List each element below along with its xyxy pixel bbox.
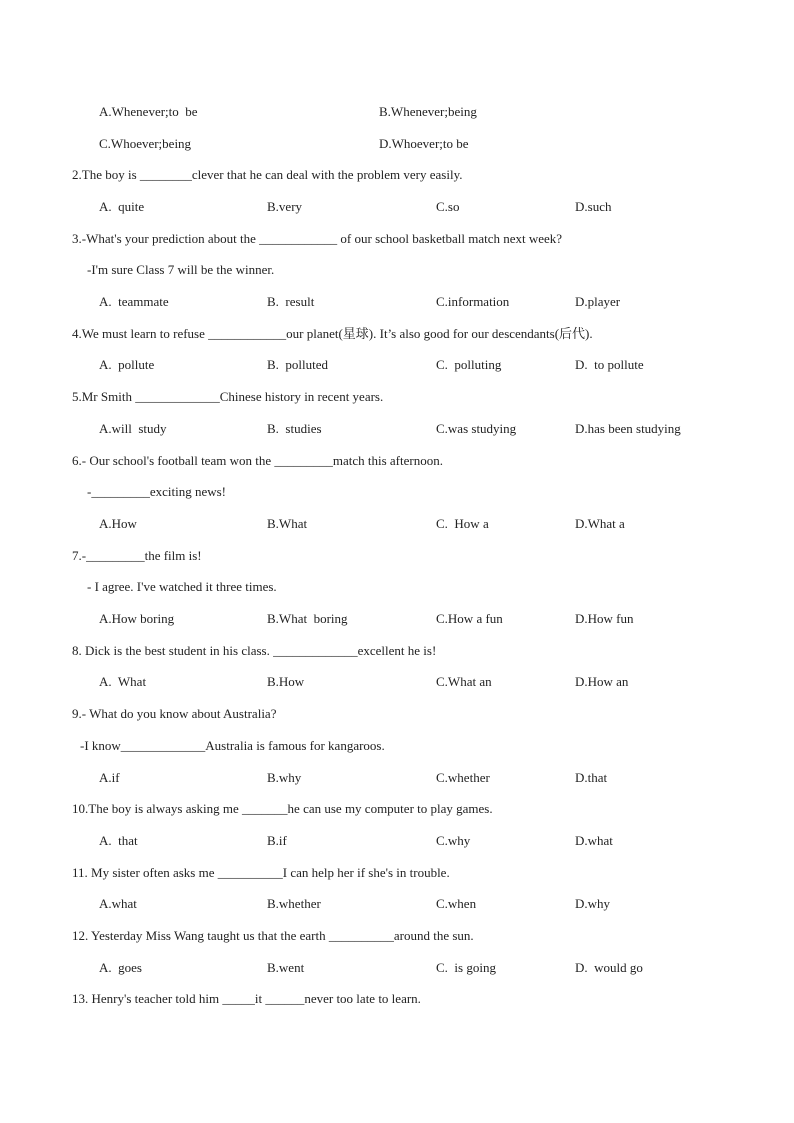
option-b: B.What boring bbox=[267, 611, 348, 626]
option-a: A.will study bbox=[99, 421, 167, 436]
option-a: A.Whenever;to be bbox=[99, 104, 198, 119]
option-b: B. studies bbox=[267, 421, 322, 436]
option-b: B.very bbox=[267, 199, 303, 214]
option-b: B.How bbox=[267, 674, 305, 689]
question-stem: 5.Mr Smith _____________Chinese history in recent years. bbox=[72, 389, 384, 404]
option-b: B.What bbox=[267, 516, 308, 531]
question-stem: 7.-_________the film is! bbox=[72, 548, 202, 563]
question-reply: -I'm sure Class 7 will be the winner. bbox=[87, 262, 275, 277]
option-a: A. goes bbox=[99, 960, 142, 975]
option-a: A. quite bbox=[99, 199, 145, 214]
question-stem: 4.We must learn to refuse ____________our planet(星球). It’s also good for our descendants(后代). bbox=[72, 326, 593, 341]
option-d: D.player bbox=[575, 294, 621, 309]
option-c: C.How a fun bbox=[436, 611, 503, 626]
question-stem: 9.- What do you know about Australia? bbox=[72, 706, 277, 721]
option-c: C.so bbox=[436, 199, 460, 214]
option-d: D.why bbox=[575, 896, 611, 911]
option-c: C.why bbox=[436, 833, 471, 848]
option-b: B.went bbox=[267, 960, 305, 975]
question-stem: 11. My sister often asks me __________I can help her if she's in trouble. bbox=[72, 865, 450, 880]
question-stem: 10.The boy is always asking me _______he can use my computer to play games. bbox=[72, 801, 493, 816]
option-c: C.when bbox=[436, 896, 477, 911]
question-stem: 8. Dick is the best student in his class. _____________excellent he is! bbox=[72, 643, 437, 658]
option-a: A.How bbox=[99, 516, 137, 531]
option-c: C.whether bbox=[436, 770, 490, 785]
option-b: B.Whenever;being bbox=[379, 104, 477, 119]
option-d: D.Whoever;to be bbox=[379, 136, 469, 151]
option-a: A.How boring bbox=[99, 611, 175, 626]
question-stem: 6.- Our school's football team won the _________match this afternoon. bbox=[72, 453, 443, 468]
question-reply: -_________exciting news! bbox=[87, 484, 227, 499]
option-d: D.has been studying bbox=[575, 421, 681, 436]
option-c: C.was studying bbox=[436, 421, 517, 436]
option-c: C.Whoever;being bbox=[99, 136, 192, 151]
option-d: D.How an bbox=[575, 674, 629, 689]
option-b: B. result bbox=[267, 294, 315, 309]
option-d: D. to pollute bbox=[575, 357, 644, 372]
option-c: C.information bbox=[436, 294, 510, 309]
option-b: B.why bbox=[267, 770, 302, 785]
option-c: C.What an bbox=[436, 674, 492, 689]
question-stem: 3.-What's your prediction about the ____________ of our school basketball match next week? bbox=[72, 231, 563, 246]
question-stem: 2.The boy is ________clever that he can deal with the problem very easily. bbox=[72, 167, 463, 182]
question-reply: -I know_____________Australia is famous for kangaroos. bbox=[80, 738, 385, 753]
question-stem: 12. Yesterday Miss Wang taught us that the earth __________around the sun. bbox=[72, 928, 474, 943]
option-a: A. What bbox=[99, 674, 147, 689]
option-d: D.what bbox=[575, 833, 613, 848]
option-a: A.what bbox=[99, 896, 137, 911]
option-a: A. teammate bbox=[99, 294, 169, 309]
option-c: C. How a bbox=[436, 516, 489, 531]
option-d: D.such bbox=[575, 199, 612, 214]
option-a: A.if bbox=[99, 770, 120, 785]
option-a: A. that bbox=[99, 833, 138, 848]
option-d: D.that bbox=[575, 770, 608, 785]
option-d: D. would go bbox=[575, 960, 643, 975]
question-reply: - I agree. I've watched it three times. bbox=[87, 579, 277, 594]
question-stem: 13. Henry's teacher told him _____it ______never too late to learn. bbox=[72, 991, 421, 1006]
option-b: B.whether bbox=[267, 896, 321, 911]
option-a: A. pollute bbox=[99, 357, 155, 372]
option-b: B. polluted bbox=[267, 357, 329, 372]
option-c: C. polluting bbox=[436, 357, 502, 372]
option-d: D.How fun bbox=[575, 611, 634, 626]
option-b: B.if bbox=[267, 833, 287, 848]
option-c: C. is going bbox=[436, 960, 496, 975]
option-d: D.What a bbox=[575, 516, 625, 531]
